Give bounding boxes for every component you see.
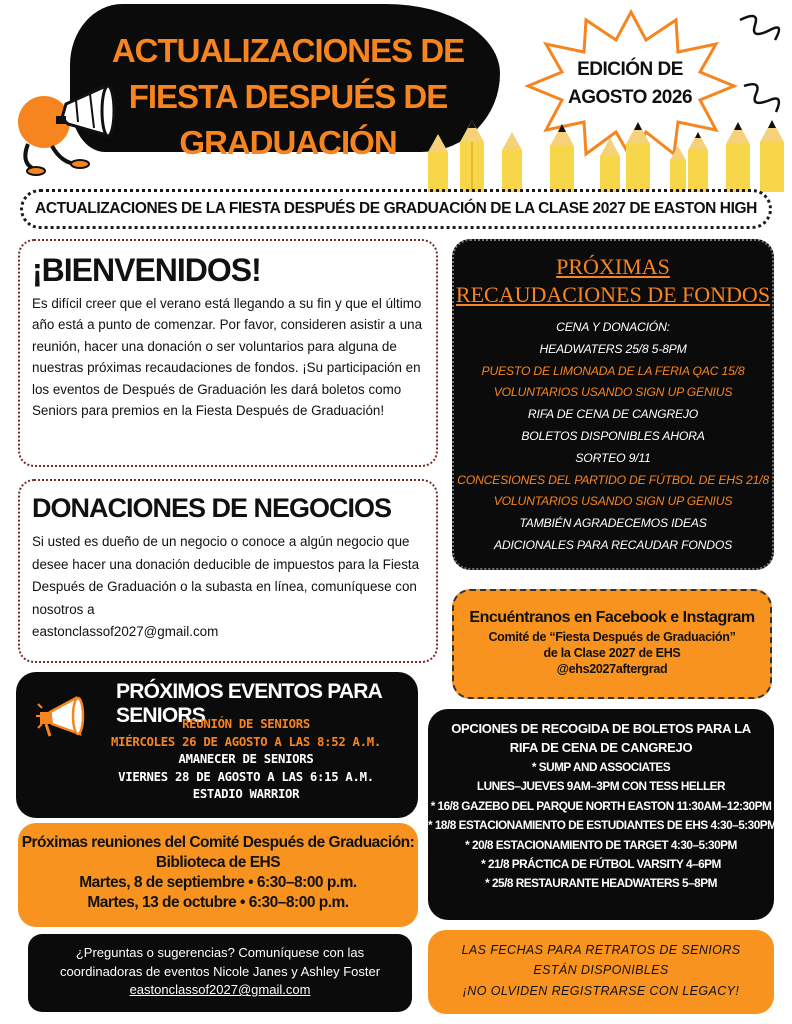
fundraisers-title-line2: RECAUDACIONES DE FONDOS: [455, 282, 771, 307]
social-title: Encuéntranos en Facebook e Instagram: [469, 609, 755, 626]
donations-text: Si usted es dueño de un negocio o conoce a algún negocio que desee hacer una donación deducible de impuestos para la Fiesta Después de Graduación o la subasta en línea, comuníquese con nosotros a: [32, 534, 420, 617]
donations-title: DONACIONES DE NEGOCIOS: [32, 493, 392, 523]
pencil-icon: [428, 134, 448, 192]
questions-line1: ¿Preguntas o sugerencias? Comuníquese con las: [75, 945, 365, 960]
fundraiser-item: VOLUNTARIOS USANDO SIGN UP GENIUS: [493, 385, 733, 400]
headline-text: ACTUALIZACIONES DE LA FIESTA DESPUÉS DE GRADUACIÓN DE LA CLASE 2027 DE EASTON HIGH: [35, 200, 757, 217]
pencils-decoration: [420, 120, 792, 192]
social-line1: Comité de “Fiesta Después de Graduación”: [488, 630, 736, 644]
ticket-pickup-item: * 21/8 PRÁCTICA DE FÚTBOL VARSITY 4–6PM: [481, 857, 721, 872]
tickets-title-line1: OPCIONES DE RECOGIDA DE BOLETOS PARA LA: [451, 721, 751, 736]
portraits-line1: LAS FECHAS PARA RETRATOS DE SENIORS: [461, 943, 741, 957]
fundraiser-item: ADICIONALES PARA RECAUDAR FONDOS: [493, 537, 733, 552]
fundraisers-section: [452, 239, 774, 570]
edition-label: [540, 56, 720, 112]
header-title-line1: ACTUALIZACIONES DE: [111, 32, 465, 69]
senior-event-row: VIERNES 28 DE AGOSTO A LAS 6:15 A.M.: [118, 769, 374, 784]
pencil-icon: [626, 122, 650, 192]
megaphone-icon: [36, 694, 90, 740]
welcome-section: [18, 239, 438, 467]
donations-email[interactable]: eastonclassof2027@gmail.com: [32, 624, 219, 640]
portraits-line2: ESTÁN DISPONIBLES: [533, 963, 669, 978]
squiggle-icon: [735, 10, 785, 70]
ticket-pickup-section: [428, 709, 777, 920]
portraits-line3: ¡NO OLVIDEN REGISTRARSE CON LEGACY!: [462, 983, 740, 998]
fundraiser-item: SORTEO 9/11: [575, 450, 651, 465]
fundraisers-list: [454, 317, 772, 557]
fundraiser-item: HEADWATERS 25/8 5-8PM: [539, 341, 687, 356]
meetings-date2: Martes, 13 de octubre • 6:30–8:00 p.m.: [87, 894, 349, 911]
questions-line2: coordinadoras de eventos Nicole Janes y Ashley Foster: [59, 963, 381, 979]
fundraiser-item: PUESTO DE LIMONADA DE LA FERIA QAC 15/8: [481, 363, 745, 378]
ticket-pickup-item: * 16/8 GAZEBO DEL PARQUE NORTH EASTON 11:30AM–12:30PM: [430, 798, 772, 813]
fundraiser-item: RIFA DE CENA DE CANGREJO: [527, 407, 699, 422]
meetings-title: Próximas reuniones del Comité Después de Graduación:: [21, 834, 415, 851]
pencil-icon: [600, 138, 620, 192]
fundraiser-item: TAMBIÉN AGRADECEMOS IDEAS: [519, 516, 707, 531]
pencil-icon: [726, 122, 750, 192]
questions-email-link[interactable]: eastonclassof2027@gmail.com: [129, 982, 311, 998]
headline-bar: [20, 189, 772, 229]
tickets-list: [428, 758, 777, 894]
social-handle[interactable]: @ehs2027aftergrad: [556, 662, 668, 676]
pencil-icon: [760, 120, 784, 192]
meetings-place: Biblioteca de EHS: [155, 854, 281, 871]
senior-events-title: PRÓXIMOS EVENTOS PARA SENIORS: [116, 680, 382, 727]
social-section: [452, 589, 772, 699]
committee-meetings-section: [18, 823, 418, 927]
meetings-date1: Martes, 8 de septiembre • 6:30–8:00 p.m.: [79, 874, 357, 891]
fundraiser-item: VOLUNTARIOS USANDO SIGN UP GENIUS: [493, 494, 733, 509]
fundraiser-item: CENA Y DONACIÓN:: [556, 320, 670, 334]
pencil-icon: [502, 132, 522, 192]
edition-line2: AGOSTO 2026: [567, 87, 693, 108]
senior-portraits-section: [428, 930, 774, 1014]
senior-event-row: MIÉRCOLES 26 DE AGOSTO A LAS 8:52 A.M.: [111, 734, 381, 749]
senior-event-row: AMANECER DE SENIORS: [178, 752, 314, 766]
fundraisers-title-line1: PRÓXIMAS: [556, 254, 670, 279]
welcome-body: Es difícil creer que el verano está llegando a su fin y que el último año está a punto de comenzar. Por favor, consideren asistir a una reunión, hacer una donación o ser voluntarios para alguna de nuestras próximas recaudaciones de fondos. ¡Su participación en los eventos de Después de Graduación les dará boletos como Seniors para premios en la Fiesta Después de Graduación!: [32, 296, 423, 419]
pencil-icon: [670, 146, 686, 192]
ticket-pickup-item: * 18/8 ESTACIONAMIENTO DE ESTUDIANTES DE EHS 4:30–5:30PM: [428, 818, 777, 833]
fundraiser-item: BOLETOS DISPONIBLES AHORA: [521, 428, 705, 443]
pencil-icon: [688, 132, 708, 192]
donations-body: [32, 531, 424, 644]
fundraiser-item: CONCESIONES DEL PARTIDO DE FÚTBOL DE EHS 21/8: [457, 472, 769, 487]
social-line2: de la Clase 2027 de EHS: [543, 646, 681, 660]
ticket-pickup-item: * 25/8 RESTAURANTE HEADWATERS 5–8PM: [485, 876, 717, 891]
senior-event-row: ESTADIO WARRIOR: [192, 787, 300, 801]
questions-section: [28, 934, 412, 1012]
tickets-title-line2: RIFA DE CENA DE CANGREJO: [509, 740, 693, 755]
senior-event-row: REUNIÓN DE SENIORS: [182, 717, 310, 731]
pencil-icon: [550, 124, 574, 192]
ticket-pickup-item: * SUMP AND ASSOCIATES: [531, 760, 671, 774]
edition-line1: EDICIÓN DE: [577, 59, 683, 80]
business-donations-section: [18, 479, 438, 663]
senior-events-list: [96, 716, 396, 804]
ticket-pickup-item: * 20/8 ESTACIONAMIENTO DE TARGET 4:30–5:30PM: [465, 837, 737, 852]
header-title-line2: FIESTA DESPUÉS DE GRADUACIÓN: [128, 78, 448, 161]
pencil-icon: [460, 120, 484, 192]
welcome-title: ¡BIENVENIDOS!: [32, 252, 261, 288]
ticket-pickup-item: LUNES–JUEVES 9AM–3PM CON TESS HELLER: [476, 779, 726, 794]
